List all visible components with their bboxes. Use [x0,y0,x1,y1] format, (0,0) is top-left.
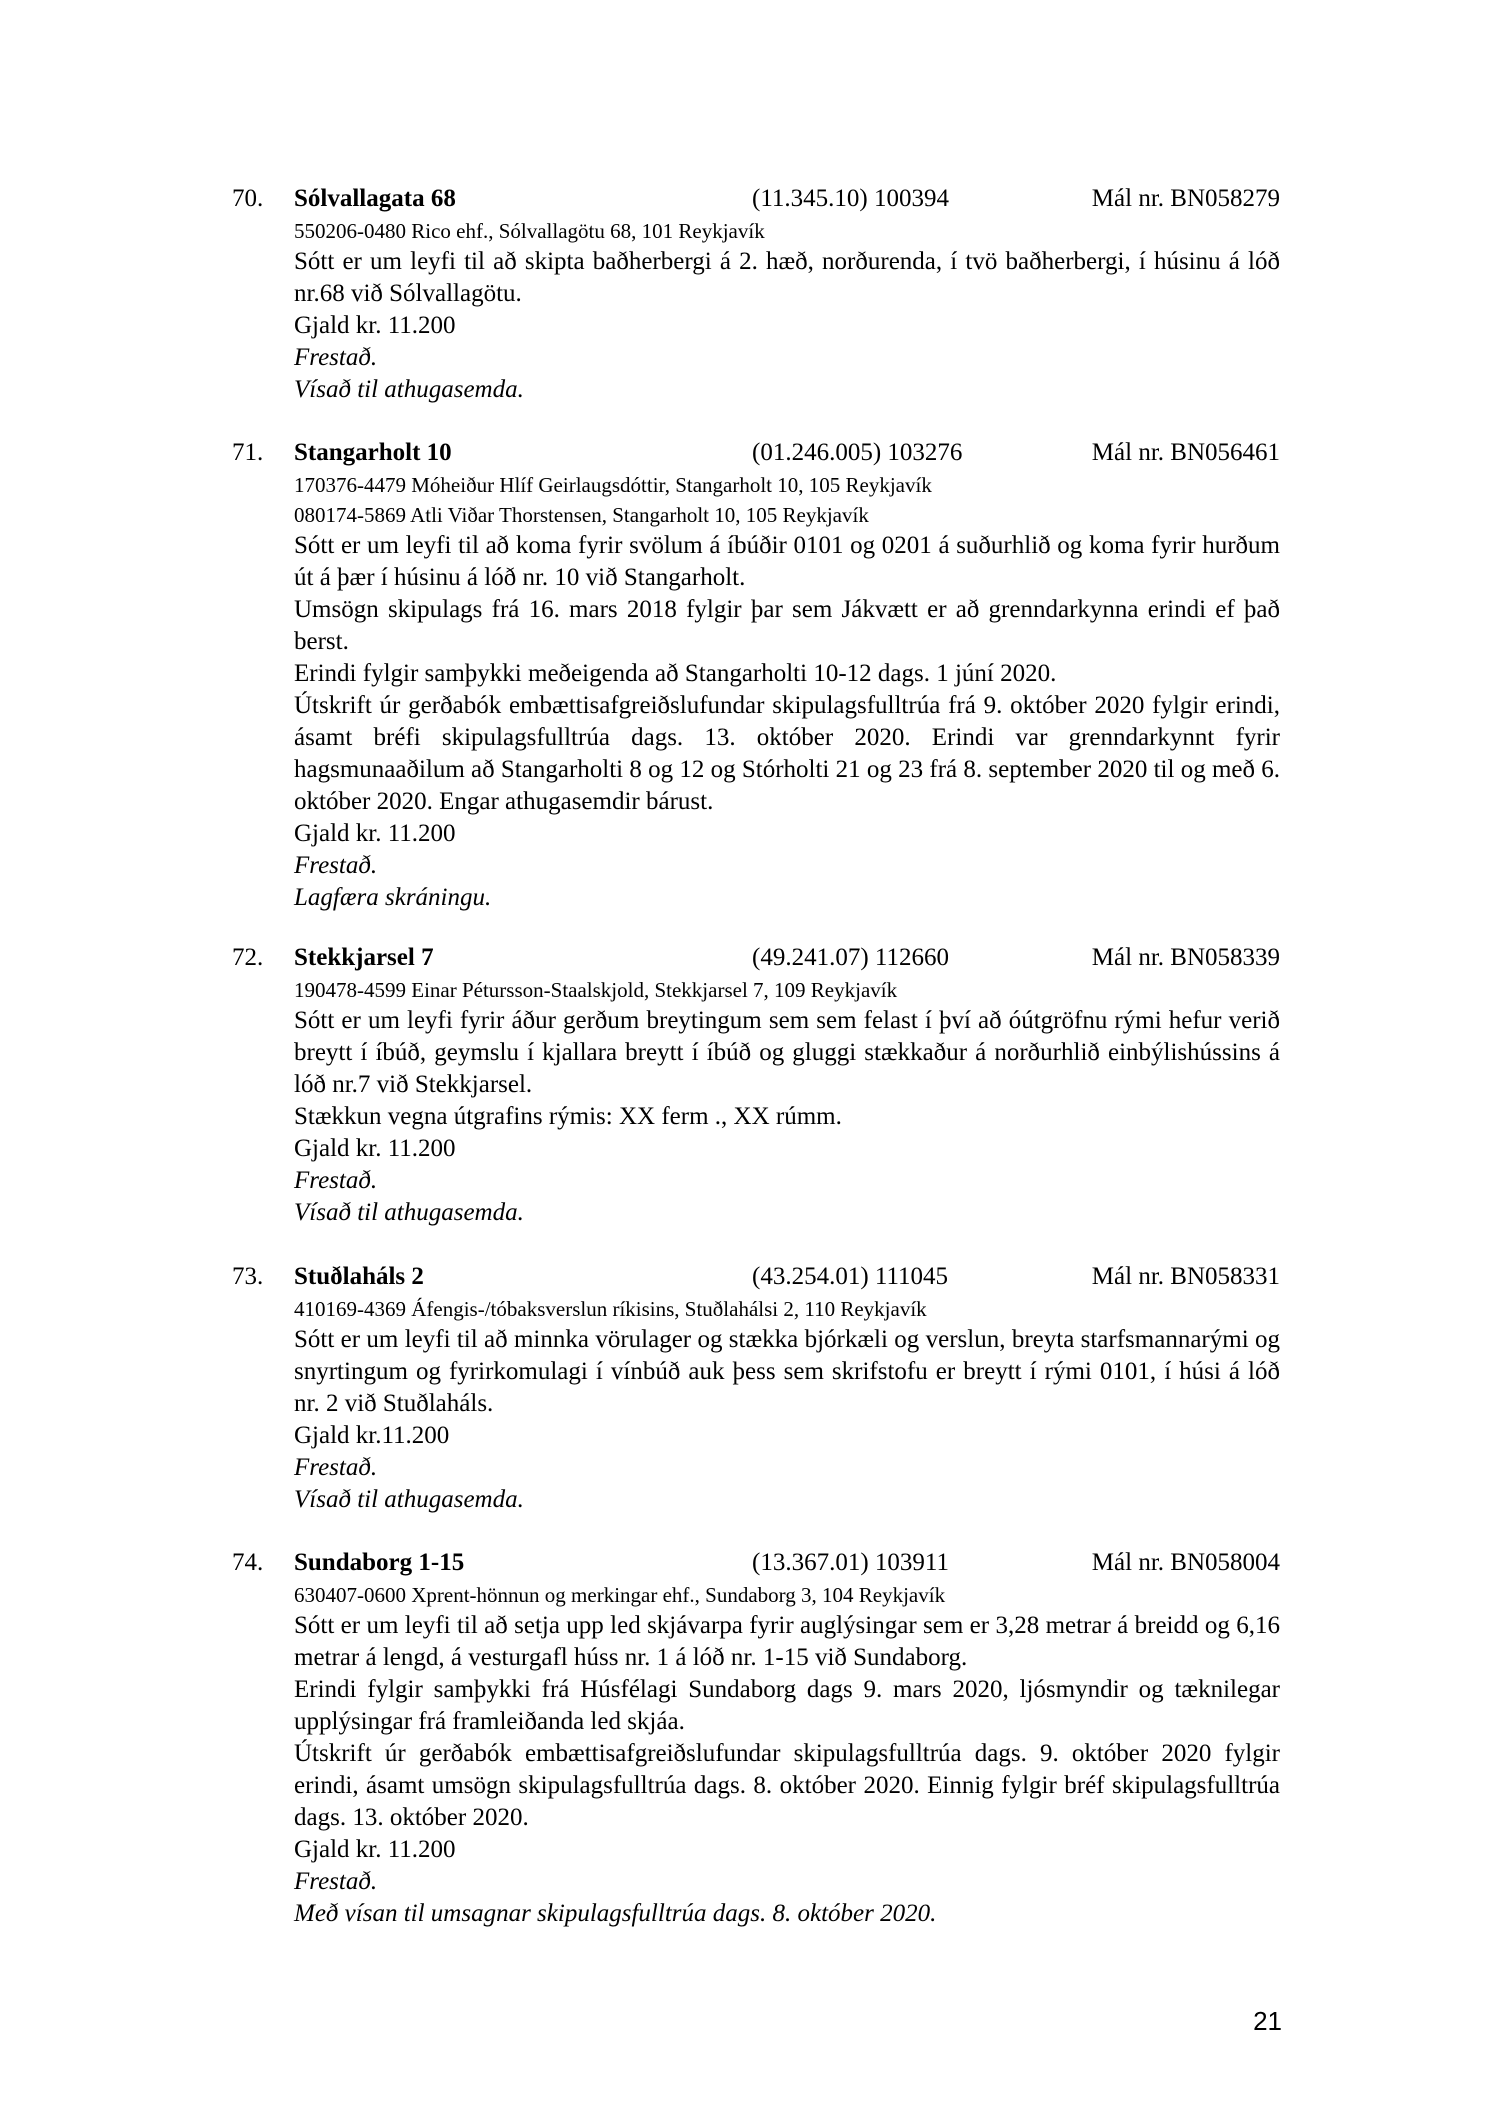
decision-note: Frestað. [294,852,378,879]
decision-note: Með vísan til umsagnar skipulagsfulltrúa dags. 8. október 2020. [294,1900,937,1927]
case-id: Mál nr. BN058331 [1091,1263,1280,1290]
decision-note: Frestað. [294,1454,378,1481]
page-number: 21 [1253,2006,1282,2036]
decision-note: Frestað. [294,1868,378,1895]
case-item-70 [232,182,1280,406]
case-header [232,1260,1280,1294]
case-header [232,1546,1280,1580]
case-id: Mál nr. BN058279 [1091,185,1280,212]
case-paragraph: Sótt er um leyfi til að koma fyrir svölum á íbúðir 0101 og 0201 á suðurhlið og koma fyrir hurðum út á þær í húsinu á lóð nr. 10 við Stangarholt. [294,532,1280,591]
fee-line: Gjald kr. 11.200 [294,820,456,847]
fee-line: Gjald kr. 11.200 [294,312,456,339]
case-item-74 [232,1546,1280,1930]
property-reference: (13.367.01) 103911 [752,1549,949,1576]
case-address: Sundaborg 1-15 [294,1549,465,1576]
fee-line: Gjald kr. 11.200 [294,1135,456,1162]
case-body [294,1580,1280,1930]
case-paragraph: Erindi fylgir samþykki frá Húsfélagi Sundaborg dags 9. mars 2020, ljósmyndir og tæknilegar upplýsingar frá framleiðanda led skjáa. [294,1676,1280,1735]
case-paragraph: Útskrift úr gerðabók embættisafgreiðslufundar skipulagsfulltrúa frá 9. október 2020 fylgir erindi, ásamt bréfi skipulagsfulltrúa dags. 13. október 2020. Erindi var grenndarkynnt fyrir hagsmunaaðilum að Stangarholti 8 og 12 og Stórholti 21 og 23 frá 8. september 2020 til og með 6. október 2020. Engar athugasemdir bárust. [294,692,1280,815]
applicant-line: 630407-0600 Xprent-hönnun og merkingar ehf., Sundaborg 3, 104 Reykjavík [294,1583,946,1607]
case-body [294,216,1280,406]
case-header [232,436,1280,470]
case-body [294,975,1280,1229]
case-paragraph: Sótt er um leyfi fyrir áður gerðum breytingum sem sem felast í því að óútgröfnu rými hefur verið breytt í íbúð, geymslu í kjallara breytt í íbúð og gluggi stækkaður á norðurhlið einbýlishússins á lóð nr.7 við Stekkjarsel. [294,1007,1280,1098]
case-item-73 [232,1260,1280,1516]
case-address: Stuðlaháls 2 [294,1263,424,1290]
case-address: Stangarholt 10 [294,439,452,466]
applicant-line: 170376-4479 Móheiður Hlíf Geirlaugsdóttir, Stangarholt 10, 105 Reykjavík [294,473,932,497]
case-id: Mál nr. BN058339 [1091,944,1280,971]
decision-note: Lagfæra skráningu. [294,884,492,911]
case-number: 71. [232,439,264,466]
property-reference: (01.246.005) 103276 [752,439,963,466]
case-id: Mál nr. BN056461 [1091,439,1280,466]
case-paragraph: Sótt er um leyfi til að setja upp led skjávarpa fyrir auglýsingar sem er 3,28 metrar á breidd og 6,16 metrar á lengd, á vesturgafl húss nr. 1 á lóð nr. 1-15 við Sundaborg. [294,1612,1280,1671]
decision-note: Frestað. [294,1167,378,1194]
case-body [294,1294,1280,1516]
case-paragraph: Umsögn skipulags frá 16. mars 2018 fylgir þar sem Jákvætt er að grenndarkynna erindi ef það berst. [294,596,1280,655]
applicant-line: 080174-5869 Atli Viðar Thorstensen, Stangarholt 10, 105 Reykjavík [294,503,869,527]
case-paragraph: Stækkun vegna útgrafins rýmis: XX ferm ., XX rúmm. [294,1103,842,1130]
decision-note: Vísað til athugasemda. [294,376,524,403]
fee-line: Gjald kr. 11.200 [294,1836,456,1863]
applicant-line: 410169-4369 Áfengis-/tóbaksverslun ríkisins, Stuðlahálsi 2, 110 Reykjavík [294,1297,927,1321]
case-item-71 [232,436,1280,914]
case-paragraph: Útskrift úr gerðabók embættisafgreiðslufundar skipulagsfulltrúa dags. 9. október 2020 fylgir erindi, ásamt umsögn skipulagsfulltrúa dags. 8. október 2020. Einnig fylgir bréf skipulagsfulltrúa dags. 13. október 2020. [294,1740,1280,1831]
decision-note: Vísað til athugasemda. [294,1199,524,1226]
case-number: 74. [232,1549,264,1576]
decision-note: Vísað til athugasemda. [294,1486,524,1513]
decision-note: Frestað. [294,344,378,371]
case-number: 70. [232,185,264,212]
case-item-72 [232,941,1280,1229]
case-address: Sólvallagata 68 [294,185,456,212]
case-paragraph: Sótt er um leyfi til að minnka vörulager og stækka bjórkæli og verslun, breyta starfsmannarými og snyrtingum og fyrirkomulagi í vínbúð auk þess sem skrifstofu er breytt í rými 0101, í húsi á lóð nr. 2 við Stuðlaháls. [294,1326,1280,1417]
case-number: 73. [232,1263,264,1290]
applicant-line: 190478-4599 Einar Pétursson-Staalskjold, Stekkjarsel 7, 109 Reykjavík [294,978,898,1002]
case-address: Stekkjarsel 7 [294,944,434,971]
case-id: Mál nr. BN058004 [1091,1549,1280,1576]
fee-line: Gjald kr.11.200 [294,1422,450,1449]
case-header [232,182,1280,216]
case-body [294,470,1280,914]
property-reference: (49.241.07) 112660 [752,944,949,971]
property-reference: (11.345.10) 100394 [752,185,949,212]
case-number: 72. [232,944,264,971]
applicant-line: 550206-0480 Rico ehf., Sólvallagötu 68, 101 Reykjavík [294,219,765,243]
case-header [232,941,1280,975]
case-paragraph: Sótt er um leyfi til að skipta baðherbergi á 2. hæð, norðurenda, í tvö baðherbergi, í húsinu á lóð nr.68 við Sólvallagötu. [294,248,1280,307]
property-reference: (43.254.01) 111045 [752,1263,949,1290]
case-paragraph: Erindi fylgir samþykki meðeigenda að Stangarholti 10-12 dags. 1 júní 2020. [294,660,1057,687]
